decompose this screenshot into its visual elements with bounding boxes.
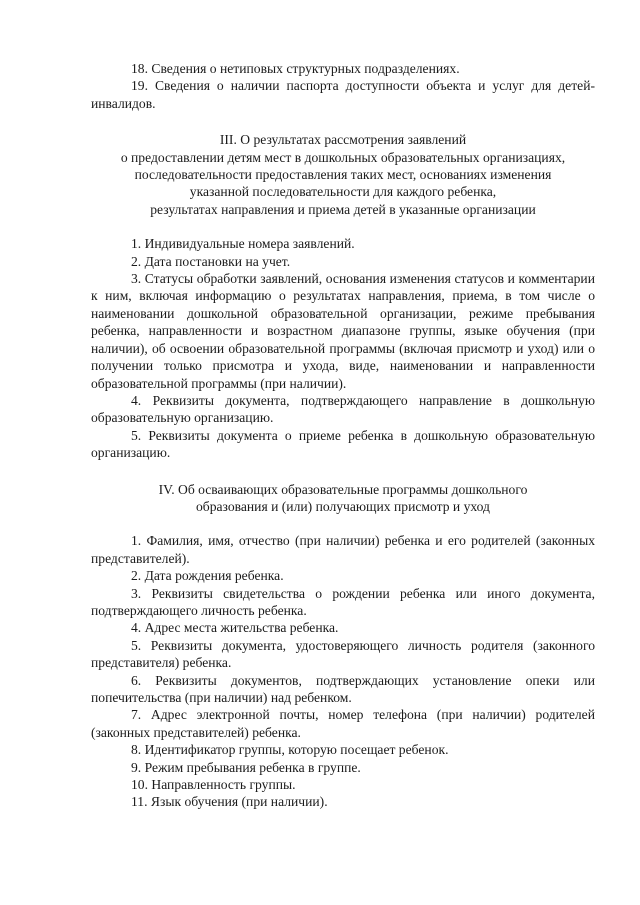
section-title-line: образования и (или) получающих присмотр и уход	[196, 498, 490, 514]
list-item: 10. Направленность группы.	[131, 777, 296, 793]
section-3-heading	[91, 131, 595, 218]
list-item: 18. Сведения о нетиповых структурных подразделениях.	[131, 61, 460, 76]
section-title: IV. Об осваивающих образовательные программы дошкольного	[158, 481, 528, 497]
section-title-line: последовательности предоставления таких мест, основаниях изменения	[134, 167, 552, 183]
section-4-heading	[91, 481, 595, 516]
list-item: 5. Реквизиты документа, удостоверяющего личность родителя (законного представителя) ребенка.	[91, 637, 595, 671]
list-item: 4. Реквизиты документа, подтверждающего направление в дошкольную образовательную организацию.	[91, 392, 595, 426]
list-item: 3. Реквизиты свидетельства о рождении ребенка или иного документа, подтверждающего личность ребенка.	[91, 585, 595, 618]
list-item: 4. Адрес места жительства ребенка.	[131, 620, 339, 636]
list-item: 9. Режим пребывания ребенка в группе.	[131, 759, 361, 775]
list-item: 11. Язык обучения (при наличии).	[131, 794, 328, 810]
section-title: III. О результатах рассмотрения заявлений	[219, 132, 467, 148]
list-item: 8. Идентификатор группы, которую посещает ребенок.	[131, 742, 449, 758]
list-item: 5. Реквизиты документа о приеме ребенка в дошкольную образовательную организацию.	[91, 427, 595, 461]
section-3-list	[91, 235, 595, 461]
list-item: 19. Сведения о наличии паспорта доступности объекта и услуг для детей-инвалидов.	[91, 78, 595, 111]
section-title-line: результатах направления и приема детей в указанные организации	[150, 201, 536, 217]
list-item: 1. Фамилия, имя, отчество (при наличии) ребенка и его родителей (законных представителей).	[91, 533, 595, 566]
list-item: 2. Дата постановки на учет.	[131, 253, 291, 269]
section-4-list	[91, 532, 595, 811]
list-item: 7. Адрес электронной почты, номер телефона (при наличии) родителей (законных представителей) ребенка.	[91, 707, 595, 740]
list-item: 1. Индивидуальные номера заявлений.	[131, 236, 355, 252]
list-item: 2. Дата рождения ребенка.	[131, 568, 284, 584]
document-page	[91, 60, 595, 811]
section-title-line: указанной последовательности для каждого ребенка,	[189, 184, 497, 200]
section-title-line: о предоставлении детям мест в дошкольных образовательных организациях,	[120, 149, 566, 165]
list-item: 3. Статусы обработки заявлений, основания изменения статусов и комментарии к ним, включая информацию о результатах направления, приема, в том числе о наименовании дошкольной образовательной организации, режиме пребывания ребенка, направленности и возрастном диапазоне группы, языке обучения (при наличии), об освоении образовательной программы (включая присмотр и уход) или о получении только присмотра и ухода, виде, наименовании и направленности образовательной программы (при наличии).	[91, 271, 595, 391]
list-item: 6. Реквизиты документов, подтверждающих установление опеки или попечительства (при наличии) над ребенком.	[91, 672, 595, 705]
